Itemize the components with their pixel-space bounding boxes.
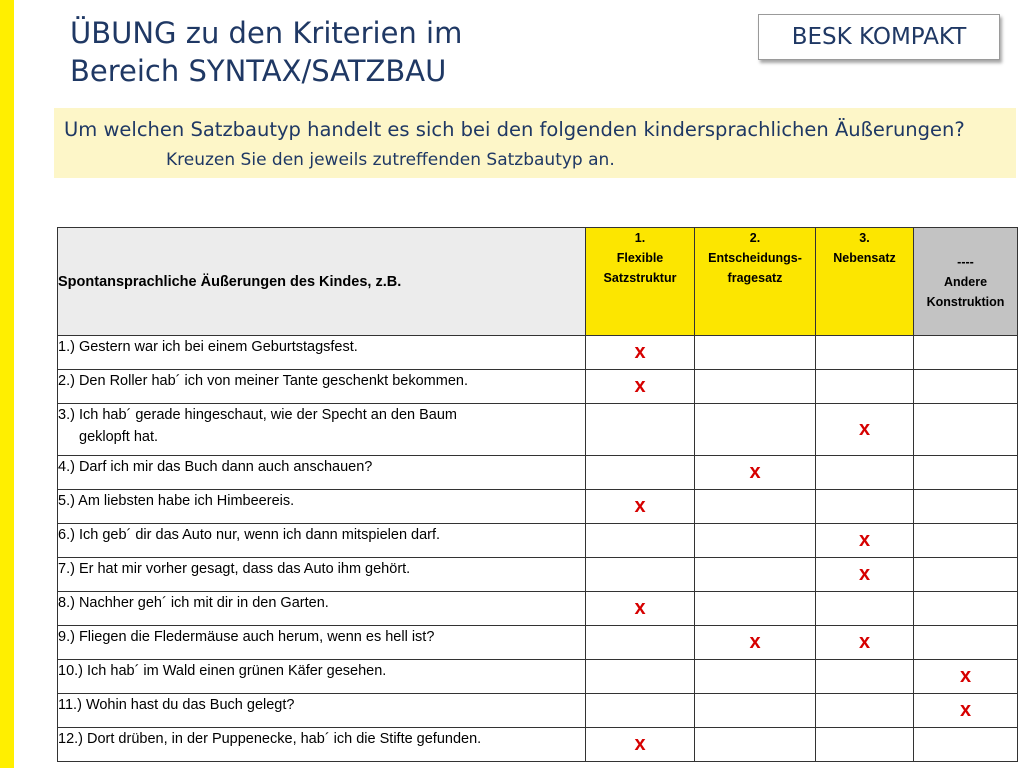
checkbox-cell[interactable] bbox=[914, 404, 1018, 456]
checkbox-cell[interactable] bbox=[914, 728, 1018, 762]
header-text: ---- bbox=[957, 254, 974, 269]
table-header-row bbox=[58, 228, 1018, 336]
cross-mark: x bbox=[749, 461, 761, 483]
utterance-cell bbox=[58, 490, 586, 524]
header-text: 3. bbox=[859, 231, 870, 245]
checkbox-cell[interactable] bbox=[586, 694, 695, 728]
cross-mark: x bbox=[858, 529, 871, 551]
utterance-text: 6.) Ich geb´ dir das Auto nur, wenn ich dann mitspielen darf. bbox=[58, 527, 441, 543]
utterance-text: 12.) Dort drüben, in der Puppenecke, hab´ ich die Stifte gefunden. bbox=[58, 731, 482, 747]
slide-title bbox=[70, 14, 462, 90]
exercise-table bbox=[57, 227, 1018, 762]
accent-side-bar bbox=[0, 0, 14, 768]
checkbox-cell[interactable] bbox=[586, 336, 695, 370]
table-row bbox=[58, 694, 1018, 728]
cross-mark: x bbox=[634, 341, 646, 363]
utterance-cell bbox=[58, 592, 586, 626]
table-row bbox=[58, 370, 1018, 404]
utterance-text: 4.) Darf ich mir das Buch dann auch anschauen? bbox=[58, 459, 373, 475]
utterance-cell bbox=[58, 336, 586, 370]
checkbox-cell[interactable] bbox=[695, 660, 816, 694]
header-andere-konstruktion bbox=[914, 228, 1018, 336]
checkbox-cell[interactable] bbox=[586, 524, 695, 558]
checkbox-cell[interactable] bbox=[914, 558, 1018, 592]
checkbox-cell[interactable] bbox=[586, 558, 695, 592]
cross-mark: x bbox=[749, 631, 761, 653]
header-text: Flexible bbox=[616, 251, 664, 265]
header-text: 1. bbox=[634, 231, 646, 245]
utterance-text: 8.) Nachher geh´ ich mit dir in den Garten. bbox=[58, 595, 329, 611]
utterance-cell bbox=[58, 404, 586, 456]
checkbox-cell[interactable] bbox=[914, 592, 1018, 626]
checkbox-cell[interactable] bbox=[586, 592, 695, 626]
header-text: Andere bbox=[943, 274, 988, 289]
besk-kompakt-badge: BESK KOMPAKT bbox=[758, 14, 1000, 60]
table-row bbox=[58, 592, 1018, 626]
table-row bbox=[58, 626, 1018, 660]
cross-mark: x bbox=[959, 665, 972, 687]
utterance-cell bbox=[58, 456, 586, 490]
checkbox-cell[interactable] bbox=[914, 490, 1018, 524]
header-utterances: Spontansprachliche Äußerungen des Kindes, z.B. bbox=[58, 228, 586, 336]
header-text: Nebensatz bbox=[833, 251, 896, 265]
utterance-text: 5.) Am liebsten habe ich Himbeereis. bbox=[58, 493, 295, 509]
header-text: Satzstruktur bbox=[603, 271, 677, 285]
checkbox-cell[interactable] bbox=[695, 558, 816, 592]
checkbox-cell[interactable] bbox=[695, 694, 816, 728]
header-text: fragesatz bbox=[727, 271, 783, 285]
utterance-text: 7.) Er hat mir vorher gesagt, dass das Auto ihm gehört. bbox=[58, 561, 411, 577]
utterance-text: 11.) Wohin hast du das Buch gelegt? bbox=[58, 697, 295, 713]
table-row bbox=[58, 524, 1018, 558]
checkbox-cell[interactable] bbox=[816, 524, 914, 558]
utterance-cell bbox=[58, 660, 586, 694]
utterance-text: 9.) Fliegen die Fledermäuse auch herum, wenn es hell ist? bbox=[58, 629, 435, 645]
cross-mark: x bbox=[634, 495, 646, 517]
utterance-text: 1.) Gestern war ich bei einem Geburtstagsfest. bbox=[58, 339, 358, 355]
checkbox-cell[interactable] bbox=[816, 660, 914, 694]
table-row bbox=[58, 660, 1018, 694]
utterance-text: 10.) Ich hab´ im Wald einen grünen Käfer gesehen. bbox=[58, 663, 387, 679]
table-row bbox=[58, 336, 1018, 370]
cross-mark: x bbox=[634, 375, 646, 397]
checkbox-cell[interactable] bbox=[586, 728, 695, 762]
checkbox-cell[interactable] bbox=[914, 524, 1018, 558]
cross-mark: x bbox=[858, 563, 871, 585]
header-entscheidungsfragesatz bbox=[695, 228, 816, 336]
utterance-cell bbox=[58, 626, 586, 660]
table-row bbox=[58, 558, 1018, 592]
header-text: Entscheidungs- bbox=[708, 251, 802, 265]
utterance-text: 2.) Den Roller hab´ ich von meiner Tante geschenkt bekommen. bbox=[58, 373, 468, 389]
question-text: Um welchen Satzbautyp handelt es sich bei den folgenden kindersprachlichen Äußerungen? bbox=[64, 118, 965, 141]
checkbox-cell[interactable] bbox=[914, 694, 1018, 728]
table-body bbox=[58, 336, 1018, 762]
cross-mark: x bbox=[634, 733, 646, 755]
hint-text: Kreuzen Sie den jeweils zutreffenden Satzbautyp an. bbox=[166, 150, 615, 170]
checkbox-cell[interactable] bbox=[914, 336, 1018, 370]
checkbox-cell[interactable] bbox=[816, 490, 914, 524]
table-row bbox=[58, 728, 1018, 762]
checkbox-cell[interactable] bbox=[586, 456, 695, 490]
checkbox-cell[interactable] bbox=[695, 524, 816, 558]
utterance-cell bbox=[58, 558, 586, 592]
utterance-cell bbox=[58, 728, 586, 762]
checkbox-cell[interactable] bbox=[816, 404, 914, 456]
checkbox-cell[interactable] bbox=[816, 558, 914, 592]
checkbox-cell[interactable] bbox=[914, 456, 1018, 490]
checkbox-cell[interactable] bbox=[586, 490, 695, 524]
checkbox-cell[interactable] bbox=[816, 626, 914, 660]
cross-mark: x bbox=[858, 631, 871, 653]
instructions-box bbox=[54, 108, 1016, 178]
utterance-text: 3.) Ich hab´ gerade hingeschaut, wie der Specht an den Baum bbox=[58, 407, 458, 423]
utterance-text-continued: geklopft hat. bbox=[79, 429, 158, 445]
checkbox-cell[interactable] bbox=[695, 404, 816, 456]
table-row bbox=[58, 490, 1018, 524]
checkbox-cell[interactable] bbox=[586, 626, 695, 660]
utterance-cell bbox=[58, 524, 586, 558]
checkbox-cell[interactable] bbox=[695, 370, 816, 404]
checkbox-cell[interactable] bbox=[695, 592, 816, 626]
checkbox-cell[interactable] bbox=[586, 404, 695, 456]
cross-mark: x bbox=[959, 699, 972, 721]
checkbox-cell[interactable] bbox=[816, 694, 914, 728]
header-nebensatz bbox=[816, 228, 914, 336]
checkbox-cell[interactable] bbox=[695, 456, 816, 490]
checkbox-cell[interactable] bbox=[816, 728, 914, 762]
table-row bbox=[58, 456, 1018, 490]
checkbox-cell[interactable] bbox=[695, 490, 816, 524]
checkbox-cell[interactable] bbox=[695, 336, 816, 370]
checkbox-cell[interactable] bbox=[695, 626, 816, 660]
table-row bbox=[58, 404, 1018, 456]
checkbox-cell[interactable] bbox=[914, 626, 1018, 660]
header-text: Konstruktion bbox=[926, 294, 1005, 309]
checkbox-cell[interactable] bbox=[914, 660, 1018, 694]
title-line-2: Bereich SYNTAX/SATZBAU bbox=[70, 54, 447, 88]
checkbox-cell[interactable] bbox=[816, 592, 914, 626]
checkbox-cell[interactable] bbox=[816, 370, 914, 404]
checkbox-cell[interactable] bbox=[695, 728, 816, 762]
cross-mark: x bbox=[634, 597, 646, 619]
header-flexible-satzstruktur bbox=[586, 228, 695, 336]
checkbox-cell[interactable] bbox=[914, 370, 1018, 404]
cross-mark: x bbox=[858, 418, 871, 440]
utterance-cell bbox=[58, 370, 586, 404]
title-line-1: ÜBUNG zu den Kriterien im bbox=[70, 16, 463, 50]
checkbox-cell[interactable] bbox=[816, 336, 914, 370]
checkbox-cell[interactable] bbox=[816, 456, 914, 490]
checkbox-cell[interactable] bbox=[586, 370, 695, 404]
header-text: 2. bbox=[749, 231, 761, 245]
checkbox-cell[interactable] bbox=[586, 660, 695, 694]
utterance-cell bbox=[58, 694, 586, 728]
